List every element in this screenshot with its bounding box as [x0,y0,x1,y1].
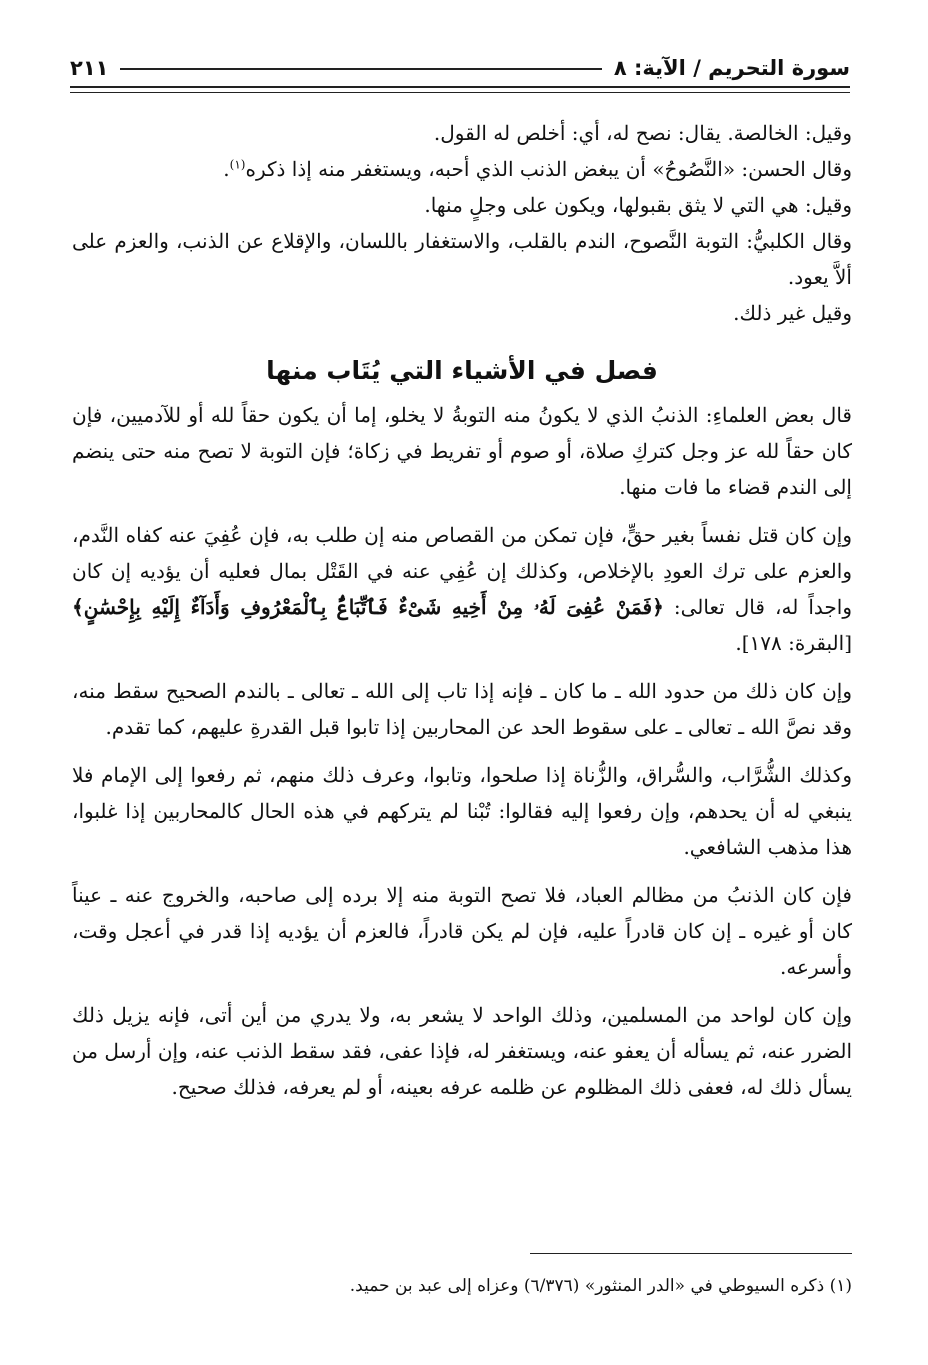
paragraph-3: وقيل: هي التي لا يثق بقبولها، ويكون على وجلٍ منها. [424,193,852,217]
paragraph-7-text: وإن كان قتل نفساً بغير حقٍّ، فإن تمكن من القصاص منه إن طلب به، فإن عُفِيَ عنه كفاه النَّدم، والعزم على ترك العودِ بالإخلاص، وكذلك إن عُفِي عنه في القَتْل بمال فعليه أن يؤديه إن كان واجداً له، قال تعالى: [72,523,852,619]
surah-title: سورة التحريم / الآية: ٨ [613,56,850,80]
paragraph-10: فإن كان الذنبُ من مظالم العباد، فلا تصح التوبة منه إلا برده إلى صاحبه، والخروج عنه ـ عيناً كان أو غيره ـ إن كان قادراً عليه، فإن لم يكن قادراً، فالعزم أن يؤديه إذا قدر في أعجل وقت، وأسرعه. [72,883,852,979]
footnote: (١) ذكره السيوطي في «الدر المنثور» (٦/٣٧٦) وعزاه إلى عبد بن حميد. [349,1276,852,1296]
paragraph-7 [72,517,852,661]
paragraph-9: وكذلك الشُّرَّاب، والسُّراق، والزُّناة إذا صلحوا، وتابوا، وعرف ذلك منهم، ثم رفعوا إلى الإمام فلا ينبغي له أن يحدهم، وإن رفعوا إليه فقالوا: تُبْنا لم يتركهم في هذه الحال كالمحاربين إذا غلبوا، هذا مذهب الشافعي. [72,763,852,859]
main-text [72,115,852,1105]
paragraph-4: وقال الكلبيُّ: التوبة النَّصوح، الندم بالقلب، والاستغفار باللسان، والإقلاع عن الذنب، والعزم على ألاَّ يعود. [72,229,852,289]
paragraph-5: وقيل غير ذلك. [733,301,852,325]
paragraph-6: قال بعض العلماءِ: الذنبُ الذي لا يكونُ منه التوبةُ لا يخلو، إما أن يكون حقاً لله أو للآدميين، فإن كان حقاً لله عز وجل كتركِ صلاة، أو صوم أو تفريط في زكاة؛ فإن التوبة لا تصح منه حتى ينضم إلى الندم قضاء ما فات منها. [72,403,852,499]
quran-verse: ﴿فَمَنْ عُفِىَ لَهُۥ مِنْ أَخِيهِ شَىْءٌ فَٱتِّبَاعٌۢ بِٱلْمَعْرُوفِ وَأَدَآءٌ إِلَيْهِ بِإِحْسَٰنٍ﴾ [72,595,664,619]
paragraph-2-text: وقال الحسن: «النَّصُوحُ» أن يبغض الذنب الذي أحبه، ويستغفر منه إذا ذكره [245,157,852,181]
paragraph-2 [72,151,852,187]
paragraph-2-end: . [223,157,230,181]
footnote-rule [530,1253,852,1254]
footnote-marker[interactable]: (١) [229,157,246,172]
paragraph-11: وإن كان لواحد من المسلمين، وذلك الواحد لا يشعر به، ولا يدري من أين أتى، فإنه يزيل ذلك الضرر عنه، ثم يسأله أن يعفو عنه، ويستغفر له، فإذا عفى، فقد سقط الذنب عنه، وإن أرسل من يسأل ذلك له، فعفى ذلك المظلوم عن ظلمه عرفه بعينه، أو لم يعرفه، فذلك صحيح. [72,1003,852,1099]
section-heading: فصل في الأشياء التي يُتَاب منها [266,356,658,385]
header-double-rule [70,86,850,93]
header-rule [120,68,601,70]
paragraph-1: وقيل: الخالصة. يقال: نصح له، أي: أخلص له القول. [433,121,852,145]
page-number: ٢١١ [70,56,109,80]
paragraph-8: وإن كان ذلك من حدود الله ـ ما كان ـ فإنه إذا تاب إلى الله ـ تعالى ـ بالندم الصحيح سقط منه، وقد نصَّ الله ـ تعالى ـ على سقوط الحد عن المحاربين إذا تابوا قبل القدرةِ عليهم، كما تقدم. [72,679,852,739]
verse-reference: [البقرة: ١٧٨]. [735,631,852,655]
running-head [70,40,850,80]
